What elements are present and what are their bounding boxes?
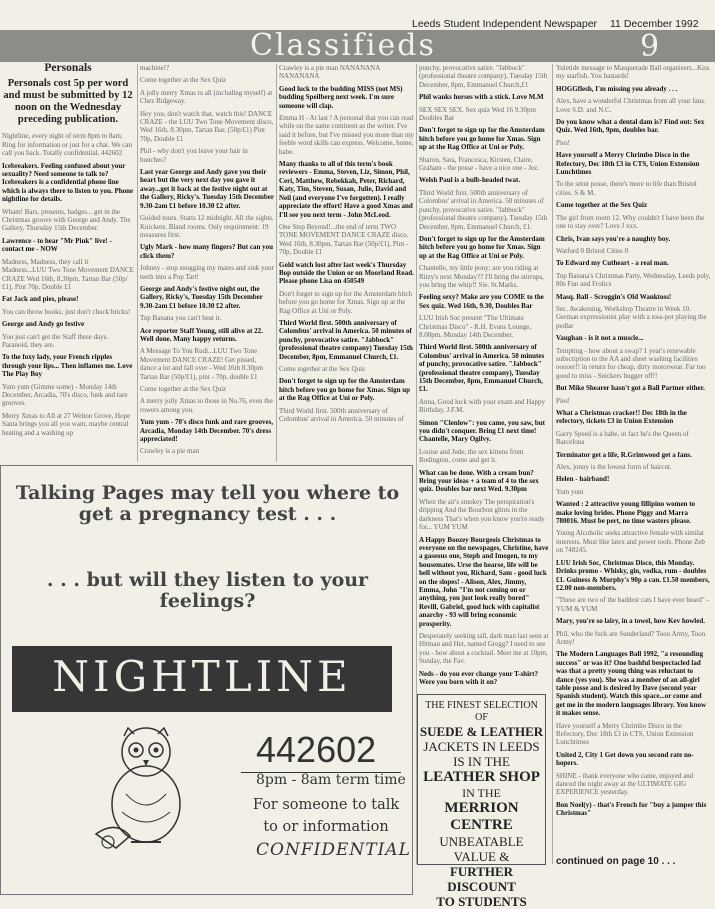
classified-ad: Madness, Madness, they call it Madness...LUU Two Tone Movement DANCE CRAZE Wed 16th, 8.30pm, Tartan Bar (50p/£1), Pint 70p, Double £1 <box>2 257 134 291</box>
classified-ad: Feeling sexy? Make are you COME to the Sex quiz. Wed 16th, 9.30, Doubles Bar <box>419 293 544 310</box>
classified-ad: Last year George and Andy gave you their heart but the very next day you gave it away...get it back at the festive night out at the Gallery, Ricky's. Tuesday 15th December 9.30-2am £1 before 10.30 £2 after. <box>140 168 274 210</box>
classified-ad: Pies! <box>556 138 570 147</box>
classified-ad: A Happy Boozey Bourgeois Christmas to everyone on the newspages, Christine, have a gaseous one, Steph and Imogen, to my housemates. Urse the hearse, life will be hell without you, Richard, Sam - good luck on the slopes! - Alison, Alex, Jimmy, Emma, John "I'm not coming on or anything, you just look really bored" Revill, Gabriel, good luck with capitalist anarchy - 93 will bring economic prosperity. <box>419 535 549 628</box>
classified-ad: Third World first. 500th anniversary of Colombus' arrival in America. 50 minutes of <box>279 406 404 424</box>
ads-list <box>279 64 414 423</box>
advert-tagline: For someone to talk to or information <box>252 797 400 835</box>
ads-list <box>419 64 549 686</box>
classified-ad: Merry Xmas to All at 27 Welton Grove, Hope Santa brings you all you want, maybe central heating and a washing up <box>2 411 131 437</box>
shop-advert-line: FURTHER DISCOUNT <box>447 864 516 894</box>
classified-ad: Alex, have a wonderful Christmas from all your fans. Love S.D. and N.C. <box>556 97 706 114</box>
ads-list <box>2 132 134 437</box>
classified-ad: What can be done. With a cream bun? Bring your ideas + a team of 4 to the sex quiz. Doubles bar next Wed. 9.30pm <box>419 468 539 494</box>
shop-advert-line: LEATHER SHOP <box>423 769 540 785</box>
classified-ad: A merry jolly Xmas to those in No.76, even the rowers among you. <box>140 397 273 414</box>
column-rule <box>276 64 277 462</box>
shop-advert-line: UNBEATABLE VALUE & <box>439 834 524 864</box>
classified-ad: Third World first. 500th anniversary of Colombus' arrival in America. 50 minutes of punchy, provocative satire. "Jabbock" (professional theatre company), Tuesday 15th December, 8pm, Emmanuel Church, £1. <box>419 188 548 231</box>
classified-ad: Don't forget to sign up for the Amsterdam hitch before you go home for Xmas. Sign up at the Rag Office at Uni or Poly. <box>419 126 545 152</box>
classified-ad: HOGGflesh, I'm missing you already . . . <box>556 84 678 93</box>
classified-ad: You can throw books; just don't chuck bricks! <box>2 307 131 316</box>
classified-ad: SEX SEX SEX. Sex quiz Wed 16 9.30pm Doubles Bar <box>419 105 536 123</box>
classified-ad: A Message To You Rudi...LUU Two Tone Movement DANCE CRAZE! Get pissed, dance a lot and fall over - Wed 16th 8.30pm Tartan Bar (50p/£1), pint - 70p, double £1 <box>140 347 263 381</box>
classified-ad: Sec. Awakening, Workshop Theatre in Week 10. German expressionist play with a toss-pot playing the pedlar <box>556 304 707 330</box>
classified-ad: To the smut posse, there's more to life than Bristol cities. S & M. <box>556 180 697 197</box>
column-1 <box>2 64 134 462</box>
classified-ad: Yum yum <box>556 487 584 496</box>
classified-ad: Masq. Ball - Scroggin's Old Wanktoss! <box>556 292 672 301</box>
classified-ad: Come together at the Sex Quiz <box>279 365 366 373</box>
classified-ad: Young Alcoholic seeks attractive female with similar interests. Must like latex and power tools. Phone Zeb on 748245. <box>556 529 705 555</box>
classified-ad: Ace reporter Staff Young, still alive at 22. Well done. Many happy returns. <box>140 326 263 343</box>
classified-ad: The girl from room 12. Why couldn't I have been the one to stay over? Love J xxx. <box>556 213 705 231</box>
classified-ad: Louise and Jude, the sex kittens from Bodington, come and get it. <box>419 447 524 465</box>
classified-ad: The Modern Languages Ball 1992, "a resounding success" or was it? One bashful bespectacled lad was that a pretty young thing was reluctant to dance (yes you). She was a member of an all-girl table posse and is desired by Dave (second year Spanish student). Watch this space...or come and get me in the modern languages library. You know it makes sense. <box>556 650 707 718</box>
personals-heading: Personals <box>44 62 92 74</box>
column-3 <box>279 64 414 449</box>
classified-ad: Ugly Mark - how many fingers? But can you click them? <box>140 243 274 260</box>
classified-ad: You just can't get the Staff these days. Paranoid, they are. <box>2 332 109 349</box>
confidential-label: CONFIDENTIAL <box>256 840 411 860</box>
classified-ad: Icebreakers. Feeling confused about your sexuality? Need someone to talk to? Icebreakers is a confidential phone line which is always there to listen to you. Phone nightline for details. <box>2 161 134 204</box>
classified-ad: What a Christmas cracker!! Dec 18th in the refectory, tickets £3 in Union Extension <box>556 409 687 426</box>
classified-ad: Chris, Ivan says you're a naughty boy. <box>556 234 671 243</box>
classified-ad: Top Banana's Christmas Party, Wednesday, Leeds poly, 80s Fun and Frolics <box>556 271 711 289</box>
classified-ad: Good luck to the budding MISS (not MS) budding Speilberg next week. I'm sure someone will clap. <box>279 84 403 110</box>
classified-ad: Don't forget to sign up for the Amsterdam hitch before you go home for Xmas. Sign up at the Rag Office at Uni or Poly. <box>279 377 411 403</box>
classified-ad: Crawley is a pie man <box>140 447 200 456</box>
column-4 <box>419 64 549 686</box>
section-banner <box>0 30 715 62</box>
shop-advert-line: IS IN THE <box>453 754 510 769</box>
classified-ad: Bon Noel(y) - that's French for "buy a jumper this Christmas" <box>556 800 707 818</box>
classified-ad: Do you know what a dental dam is? Find out: Sex Quiz. Wed 16th, 9pm, doubles bar. <box>556 118 705 135</box>
classified-ad: Phil wanks horses with a stick. Love M.M <box>419 93 544 102</box>
nightline-wordmark: NIGHTLINE <box>52 652 352 701</box>
continued-note: continued on page 10 . . . <box>556 856 676 867</box>
section-title: Classifieds <box>250 28 436 63</box>
classified-ad: Lawrence - to hear "Mr Pink" live! - contact me - NOW <box>2 236 112 254</box>
classified-ad: Simon "Clenlow": you came, you saw, but you didn't conquer. Bring £1 next time! Chantelle, Mary Ogilvy. <box>419 418 546 444</box>
classified-ad: LUU Irish Soc, Christmas Disco, this Monday. Drinks promo - Whisky, gin, vodka, rum - doubles £1. Guiness & Murphy's 90p a can. £1.50 members, £2.00 non-members. <box>556 558 710 592</box>
opening-hours: 8pm - 8am term time <box>256 772 406 788</box>
classified-ad: Crawley is a pie man NANANANA NANANANA <box>279 64 380 81</box>
column-rule <box>137 64 138 462</box>
classified-ad: Third World first. 500th anniversary of Colombus' arrival in America. 50 minutes of punchy, provocative satire. "Jabbock" (professional theatre company), Tuesday 15th December, 8pm, Emmanuel Church, £1. <box>419 343 545 394</box>
pricing-notice: Personals cost 5p per word and must be submitted by 12 noon on the Wednesday preceding publication. <box>3 78 133 126</box>
shop-advert-line: IN THE <box>462 786 501 800</box>
classified-ad: Guided tours. Starts 12 midnight. All the sights. Knickers. Bland rooms. Only requirement: 19 measures first. <box>140 214 274 239</box>
classified-ad: Fat Jack and pies, please! <box>2 295 79 304</box>
classified-ad: Wham! Bars, presents, badges... get in the Christmas groove with George and Andy. The Gallery, Thursday 15th December. <box>2 207 131 233</box>
classified-ad: Have yourself a Merry Chrimbo Disco in the Refectory, Dec 18th £3 in CTS, Union Extension Lunchtimes <box>556 721 694 747</box>
classified-ad: Top Banana you can't beat it. <box>140 314 222 323</box>
classified-ad: Come together at the Sex Quiz <box>556 201 648 210</box>
classified-ad: SHINE - thank everyone who came, enjoyed and danced the night away at the ULTIMATE GIG EXPERIENCE yesterday. <box>556 771 694 797</box>
classified-ad: But Mike Shearer hasn't got a Ball Partner either. <box>556 384 705 393</box>
classified-ad: Don't forget to sign up for the Amsterdam hitch before you go home for Xmas. Sign up at the Rag Office at Uni or Poly. <box>419 234 545 260</box>
classified-ad: Johnny - stop snogging my mates and sink your teeth into a Pop Tart! <box>140 264 274 281</box>
classified-ad: United 2, City 1 Get down you second rate no-hopers. <box>556 750 694 768</box>
shop-advert-line: MERRION CENTRE <box>444 800 519 833</box>
leather-shop-advert <box>417 694 546 909</box>
classified-ad: Phil, who the fuck are Sunderland? Tooo Army, Toon Army! <box>556 629 706 646</box>
shop-advert-line: JACKETS IN LEEDS <box>423 739 540 754</box>
classified-ad: Third World first. 500th anniversary of Colombus' arrival in America. 50 minutes of punchy, provocative satire. "Jabbock" (professional theatre company) Tuesday 15th December, 8pm, Emmanuel Church, £1. <box>279 318 413 361</box>
ads-list <box>556 64 712 818</box>
shop-advert-line: SUEDE & LEATHER <box>419 724 544 739</box>
column-2 <box>140 64 274 456</box>
issue-date: 11 December 1992 <box>610 18 699 30</box>
phone-number: 442602 <box>256 729 377 770</box>
classified-ad: Gold watch lost after last week's Thursday Bop outside the Union or on Moorland Road. Please phone Lisa on 450549 <box>279 260 414 286</box>
classified-ad: Nightline, every night of term 8pm to 8am. Ring for information or just for a chat. We can call you back. Totally confidential. 442602 <box>2 132 132 158</box>
ads-list <box>140 64 274 456</box>
owl-icon <box>86 724 216 854</box>
classified-ad: Neds - do you ever change your T-shirt? Were you born with it on? <box>419 669 538 686</box>
page-number: 9 <box>640 29 660 64</box>
classified-ad: Alex, jonny is the lowest form of haircut. <box>556 463 672 472</box>
classified-ad: Anna, Good luck with your exam and Happy Birthday, J.F.M. <box>419 397 545 415</box>
classified-ad: Mary, you're so lairy, in a towel, how Kev howled. <box>556 617 706 626</box>
classified-ad: Vaughan - is it not a muscle... <box>556 334 644 343</box>
shop-advert-line: OF <box>475 712 488 723</box>
classified-ad: To Edward my Cutheart - a real man. <box>556 259 669 268</box>
classified-ad: Yum yum - 70's disco funk and rare grooves, Arcadia, Monday 14th December. 70's dress appreciated! <box>140 418 274 444</box>
classified-ad: One Step Beyond!...the end of term TWO TONE MOVEMENT DANCE CRAZE disco. Wed 16th, 8.30pm, Tartan Bar (50p/£1), Pint - 70p, Double £1 <box>279 222 409 257</box>
classified-ad: When the air's smokey The perspiration's dripping And the Bourbon glints in the darkness That's when you know you're ready for... YUM YUM <box>419 497 545 532</box>
classified-ad: George and Andy go festive <box>2 320 85 329</box>
classified-ad: Come together at the Sex Quiz <box>140 76 227 85</box>
classified-ad: LUU Irish Soc present "The Ultimate Christmas Disco" - R.H. Evans Lounge, 8.00pm, Monday 14th December. <box>419 314 532 339</box>
classified-ad: Desperately seeking tall, dark man last seen at Hitman and Her, named Gregg? I need to see you - how about a cocktail. Meet me at 10pm, Sunday, the Fav. <box>419 631 549 666</box>
classified-ad: Yum yum (Gimme some) - Monday 14th December, Arcadia, 70's disco, funk and rare grooves. <box>2 382 128 408</box>
classified-ad: Pies! <box>556 396 570 405</box>
classified-ad: punchy, provocative satire. "Jabbock" (professional theatre company), Tuesday 15th December, 8pm, Emmanuel Church,£1 <box>419 64 548 89</box>
classified-ad: George and Andy's festive night out, the Gallery, Ricky's, Tuesday 15th December 9.30-2am £1 before 10.30 £2 after. <box>140 284 263 310</box>
classified-ad: Sharon, Sara, Francesca, Kirsten, Claire, Graham - the posse - have a nice one - Jez. <box>419 155 539 173</box>
classified-ad: Many thanks to all of this term's book reviewers - Emma, Steven, Liz, Simon, Phil, Ceri, Matthew, Rebekkah, Peter, Richard, Katy, Tim, Steven, Susan, Julie, David and Neil (and everyone I've forgotten). I really appreciate the effort! Have a good Xmas and I'll see you next term - John McLeod. <box>279 160 413 219</box>
classified-ad: Garry Speed is a babe, in fact he's the Queen of Barcelona <box>556 429 689 447</box>
classified-ad: Watford 0 Bristol Cities 0 <box>556 246 629 255</box>
classified-ad: "These are two of the baddest cats I have ever heard" - YUM & YUM <box>556 596 709 613</box>
classified-ad: A jolly merry Xmas to all (including myself) at Chez Ridgeway. <box>140 88 273 106</box>
classified-ad: Chantelle, my little pony; are you riding at Ritzy's next Monday?? I'll bring the stirrups, you bring the whip!! Sie. St.Marks. <box>419 264 544 289</box>
classified-ad: Have yourself a Merry Chrimbo Disco in the Refectory, Dec 18th £3 in CTS, Union Extension Lunchtimes <box>556 151 700 177</box>
advert-headline: Talking Pages may tell you where to get a pregnancy test . . . <box>15 482 400 525</box>
classified-ad: machine!? <box>140 64 170 72</box>
classified-ad: Welsh Paul is a bulb-headed twat. <box>419 176 521 185</box>
classified-ad: Emma H - At last ! A personal that you can read while on the same continent as the writer. I've said it before, but I've missed you more than my feeble word skills can express. Welcome, home, babe. <box>279 114 415 156</box>
classified-ad: Terminator get a life, R.Grimwood get a fans. <box>556 450 692 459</box>
advert-subheadline: . . . but will they listen to your feelings? <box>46 569 369 612</box>
classified-ad: Come together at the Sex Quiz <box>140 385 227 393</box>
shop-advert-line: THE FINEST SELECTION <box>425 700 538 711</box>
classified-ad: Tempting - how about a swap? 1 year's renewable subscription to the AA and sheet washing facilities ooooer!! in return for cheap, dirty motorwear. Far too good to miss - Snickers bugger off!! <box>556 346 706 380</box>
classified-ad: Yuletide message to Masquerade Ball organisers...Kiss my starfish. You bastards! <box>556 64 710 81</box>
classified-ad: To the foxy lady, your French ripples through your lips... Then inflames me. Love The Play Boy <box>2 353 133 379</box>
nightline-advert <box>0 465 413 895</box>
classified-ad: Phil - why don't you leave your hair in bunches? <box>140 147 248 164</box>
column-5 <box>556 64 712 854</box>
nightline-logo <box>12 646 392 712</box>
classified-ad: Wanted : 2 attractive young fillipino women to make loving brides. Phone Piggy and Marra 780016. Must be pert, no time wasters please. <box>556 500 696 526</box>
newspaper-name: Leeds Student Independent Newspaper <box>412 18 598 30</box>
classified-ad: Hey you, don't watch that, watch this! DANCE CRAZE - the LUU Two Tone Movement disco, Wed 16th, 8.30pm, Tartan Bar, (50p/£1) Pint 70p, Double £1 <box>140 109 274 143</box>
classified-ad: Helen - hairband! <box>556 475 610 484</box>
shop-advert-line: TO STUDENTS <box>436 894 527 909</box>
classified-ad: Don't forget to sign up for the Amsterdam hitch before you go home for Xmas. Sign up at the Rag Office at Uni or Poly. <box>279 289 412 315</box>
column-rule <box>552 64 553 864</box>
